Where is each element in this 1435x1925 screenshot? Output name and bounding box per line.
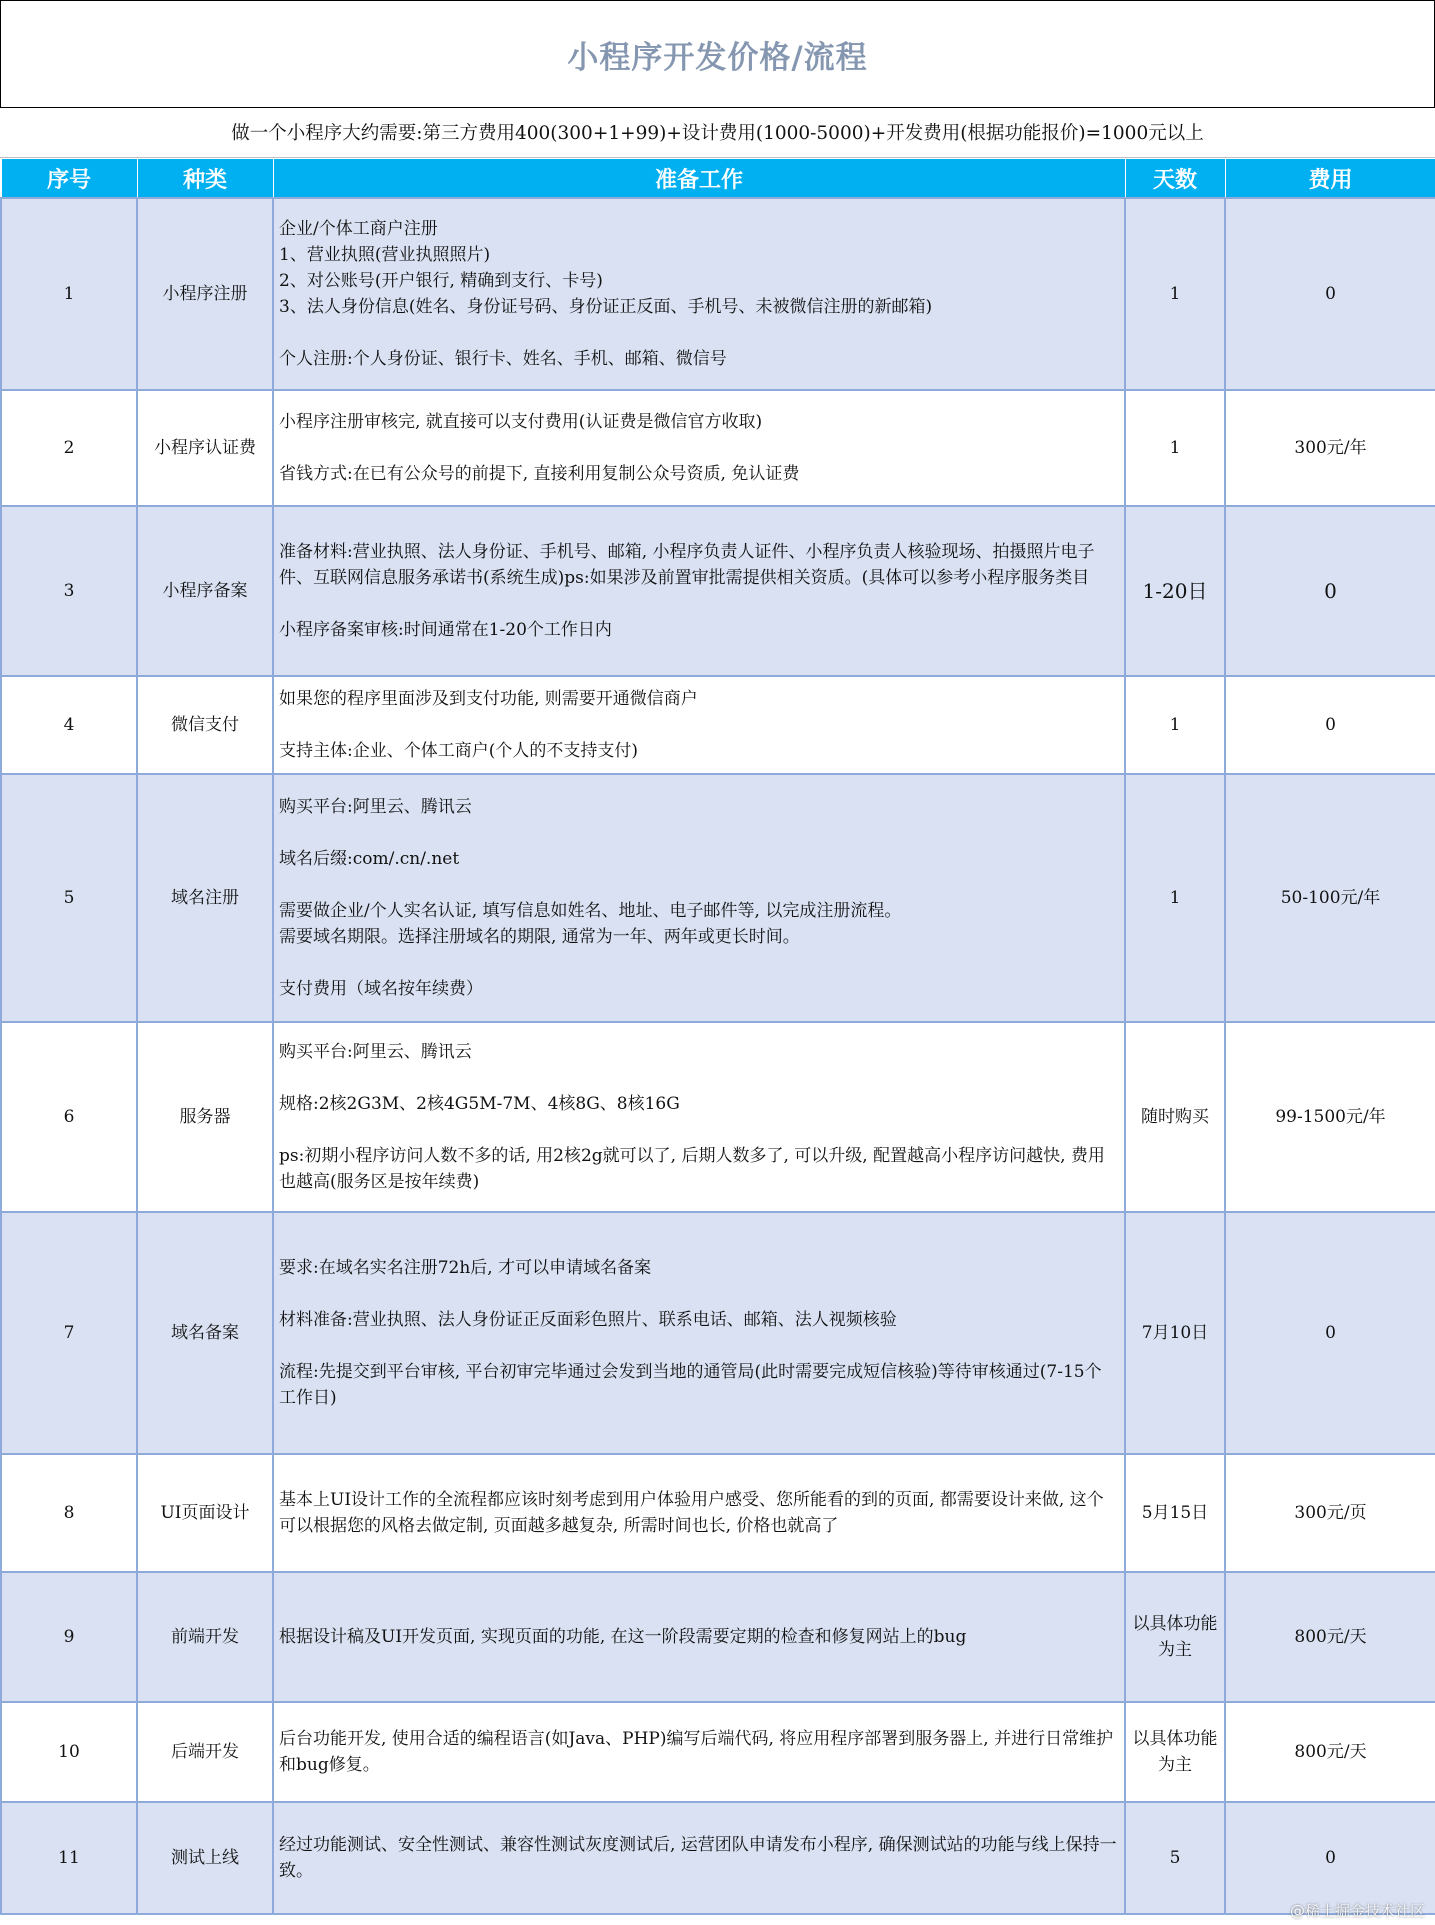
prep-line: 需要域名期限。选择注册域名的期限, 通常为一年、两年或更长时间。 <box>279 927 800 947</box>
header-cost[interactable]: 费用 <box>1225 159 1435 199</box>
header-row <box>1 159 1435 199</box>
cell-prep[interactable] <box>273 1212 1125 1454</box>
prep-line: 支持主体:企业、个体工商户(个人的不支持支付) <box>279 741 638 761</box>
cell-cost[interactable]: 0 <box>1225 1212 1435 1454</box>
prep-line: 如果您的程序里面涉及到支付功能, 则需要开通微信商户 <box>279 689 698 709</box>
cell-type[interactable]: 小程序认证费 <box>137 390 273 506</box>
cell-days[interactable]: 1 <box>1125 676 1225 774</box>
prep-line: 购买平台:阿里云、腾讯云 <box>279 797 472 817</box>
cell-cost[interactable]: 50-100元/年 <box>1225 774 1435 1022</box>
cell-no[interactable]: 10 <box>1 1702 137 1802</box>
cell-type[interactable]: 前端开发 <box>137 1572 273 1702</box>
prep-line: 经过功能测试、安全性测试、兼容性测试灰度测试后, 运营团队申请发布小程序, 确保测试站的功能与线上保持一致。 <box>279 1835 1117 1881</box>
prep-line <box>279 1333 1118 1359</box>
cell-cost[interactable]: 0 <box>1225 506 1435 676</box>
cell-no[interactable]: 2 <box>1 390 137 506</box>
cell-cost[interactable]: 300元/年 <box>1225 390 1435 506</box>
cell-type[interactable]: 后端开发 <box>137 1702 273 1802</box>
cell-type[interactable]: 域名备案 <box>137 1212 273 1454</box>
cell-no[interactable]: 8 <box>1 1454 137 1572</box>
prep-line: 小程序注册审核完, 就直接可以支付费用(认证费是微信官方收取) <box>279 412 763 432</box>
prep-line <box>279 320 1118 346</box>
cell-prep[interactable] <box>273 774 1125 1022</box>
cell-prep[interactable] <box>273 1802 1125 1914</box>
prep-line <box>279 950 1118 976</box>
cell-cost[interactable]: 0 <box>1225 1802 1435 1914</box>
prep-line: 根据设计稿及UI开发页面, 实现页面的功能, 在这一阶段需要定期的检查和修复网站上的bug <box>279 1627 967 1647</box>
header-prep[interactable]: 准备工作 <box>273 159 1125 199</box>
table-row <box>1 676 1435 774</box>
prep-line: 支付费用（域名按年续费） <box>279 979 483 999</box>
table-row <box>1 1212 1435 1454</box>
cell-prep[interactable] <box>273 198 1125 390</box>
prep-line <box>279 1281 1118 1307</box>
prep-line: ps:初期小程序访问人数不多的话, 用2核2g就可以了, 后期人数多了, 可以升级, 配置越高小程序访问越快, 费用也越高(服务区是按年续费) <box>279 1146 1105 1192</box>
prep-line: 流程:先提交到平台审核, 平台初审完毕通过会发到当地的通管局(此时需要完成短信核验)等待审核通过(7-15个工作日) <box>279 1362 1102 1408</box>
prep-line: 企业/个体工商户注册 <box>279 219 438 239</box>
cell-cost[interactable]: 300元/页 <box>1225 1454 1435 1572</box>
cell-type[interactable]: 小程序注册 <box>137 198 273 390</box>
header-type[interactable]: 种类 <box>137 159 273 199</box>
cell-cost[interactable]: 800元/天 <box>1225 1572 1435 1702</box>
summary-cell[interactable]: 做一个小程序大约需要:第三方费用400(300+1+99)+设计费用(1000-5000)+开发费用(根据功能报价)=1000元以上 <box>0 107 1435 158</box>
prep-line <box>279 591 1118 617</box>
cell-days[interactable]: 1 <box>1125 198 1225 390</box>
cell-cost[interactable]: 800元/天 <box>1225 1702 1435 1802</box>
cell-days[interactable]: 5月15日 <box>1125 1454 1225 1572</box>
table-row <box>1 1022 1435 1212</box>
cell-prep[interactable] <box>273 506 1125 676</box>
prep-line <box>279 1065 1118 1091</box>
cell-days[interactable]: 1-20日 <box>1125 506 1225 676</box>
header-days[interactable]: 天数 <box>1125 159 1225 199</box>
pricing-table <box>0 158 1435 1915</box>
prep-line: 需要做企业/个人实名认证, 填写信息如姓名、地址、电子邮件等, 以完成注册流程。 <box>279 901 902 921</box>
cell-no[interactable]: 9 <box>1 1572 137 1702</box>
prep-line: 基本上UI设计工作的全流程都应该时刻考虑到用户体验用户感受、您所能看的到的页面, 都需要设计来做, 这个可以根据您的风格去做定制, 页面越多越复杂, 所需时间也长, 价格也就高了 <box>279 1490 1104 1536</box>
prep-line: 小程序备案审核:时间通常在1-20个工作日内 <box>279 620 612 640</box>
cell-prep[interactable] <box>273 1454 1125 1572</box>
table-row <box>1 198 1435 390</box>
cell-days[interactable]: 以具体功能为主 <box>1125 1702 1225 1802</box>
cell-prep[interactable] <box>273 1022 1125 1212</box>
cell-cost[interactable]: 99-1500元/年 <box>1225 1022 1435 1212</box>
cell-type[interactable]: 域名注册 <box>137 774 273 1022</box>
cell-no[interactable]: 5 <box>1 774 137 1022</box>
watermark: @稀土掘金技术社区 <box>1289 1902 1425 1920</box>
cell-days[interactable]: 7月10日 <box>1125 1212 1225 1454</box>
prep-line <box>279 712 1118 738</box>
cell-no[interactable]: 11 <box>1 1802 137 1914</box>
prep-line: 材料准备:营业执照、法人身份证正反面彩色照片、联系电话、邮箱、法人视频核验 <box>279 1310 897 1330</box>
cell-days[interactable]: 随时购买 <box>1125 1022 1225 1212</box>
cell-type[interactable]: 服务器 <box>137 1022 273 1212</box>
prep-line <box>279 1117 1118 1143</box>
table-row <box>1 506 1435 676</box>
cell-prep[interactable] <box>273 1702 1125 1802</box>
page-title: 小程序开发价格/流程 <box>567 39 868 76</box>
header-no[interactable]: 序号 <box>1 159 137 199</box>
cell-type[interactable]: 小程序备案 <box>137 506 273 676</box>
cell-prep[interactable] <box>273 390 1125 506</box>
cell-no[interactable]: 3 <box>1 506 137 676</box>
prep-line: 后台功能开发, 使用合适的编程语言(如Java、PHP)编写后端代码, 将应用程序部署到服务器上, 并进行日常维护和bug修复。 <box>279 1729 1114 1775</box>
prep-line: 2、对公账号(开户银行, 精确到支行、卡号) <box>279 271 603 291</box>
cell-days[interactable]: 以具体功能为主 <box>1125 1572 1225 1702</box>
prep-line: 3、法人身份信息(姓名、身份证号码、身份证正反面、手机号、未被微信注册的新邮箱) <box>279 297 933 317</box>
table-row <box>1 1454 1435 1572</box>
cell-no[interactable]: 4 <box>1 676 137 774</box>
prep-line: 准备材料:营业执照、法人身份证、手机号、邮箱, 小程序负责人证件、小程序负责人核验现场、拍摄照片电子件、互联网信息服务承诺书(系统生成)ps:如果涉及前置审批需提供相关资质。(具体可以参考小程序服务类目 <box>279 542 1095 588</box>
cell-prep[interactable] <box>273 676 1125 774</box>
prep-line: 个人注册:个人身份证、银行卡、姓名、手机、邮箱、微信号 <box>279 349 727 369</box>
prep-line: 要求:在域名实名注册72h后, 才可以申请域名备案 <box>279 1258 652 1278</box>
table-row <box>1 1572 1435 1702</box>
prep-line: 购买平台:阿里云、腾讯云 <box>279 1042 472 1062</box>
cell-cost[interactable]: 0 <box>1225 198 1435 390</box>
cell-type[interactable]: 测试上线 <box>137 1802 273 1914</box>
cell-days[interactable]: 5 <box>1125 1802 1225 1914</box>
cell-type[interactable]: UI页面设计 <box>137 1454 273 1572</box>
cell-no[interactable]: 6 <box>1 1022 137 1212</box>
cell-days[interactable]: 1 <box>1125 774 1225 1022</box>
cell-prep[interactable] <box>273 1572 1125 1702</box>
prep-line: 规格:2核2G3M、2核4G5M-7M、4核8G、8核16G <box>279 1094 680 1114</box>
cell-no[interactable]: 1 <box>1 198 137 390</box>
cell-cost[interactable]: 0 <box>1225 676 1435 774</box>
prep-line: 域名后缀:com/.cn/.net <box>279 849 460 869</box>
cell-days[interactable]: 1 <box>1125 390 1225 506</box>
prep-line <box>279 872 1118 898</box>
cell-type[interactable]: 微信支付 <box>137 676 273 774</box>
prep-line: 省钱方式:在已有公众号的前提下, 直接利用复制公众号资质, 免认证费 <box>279 464 800 484</box>
prep-line: 1、营业执照(营业执照照片) <box>279 245 491 265</box>
prep-line <box>279 820 1118 846</box>
table-row <box>1 1702 1435 1802</box>
table-row <box>1 774 1435 1022</box>
table-row <box>1 390 1435 506</box>
title-cell[interactable] <box>0 0 1435 108</box>
prep-line <box>279 435 1118 461</box>
cell-no[interactable]: 7 <box>1 1212 137 1454</box>
table-row <box>1 1802 1435 1914</box>
